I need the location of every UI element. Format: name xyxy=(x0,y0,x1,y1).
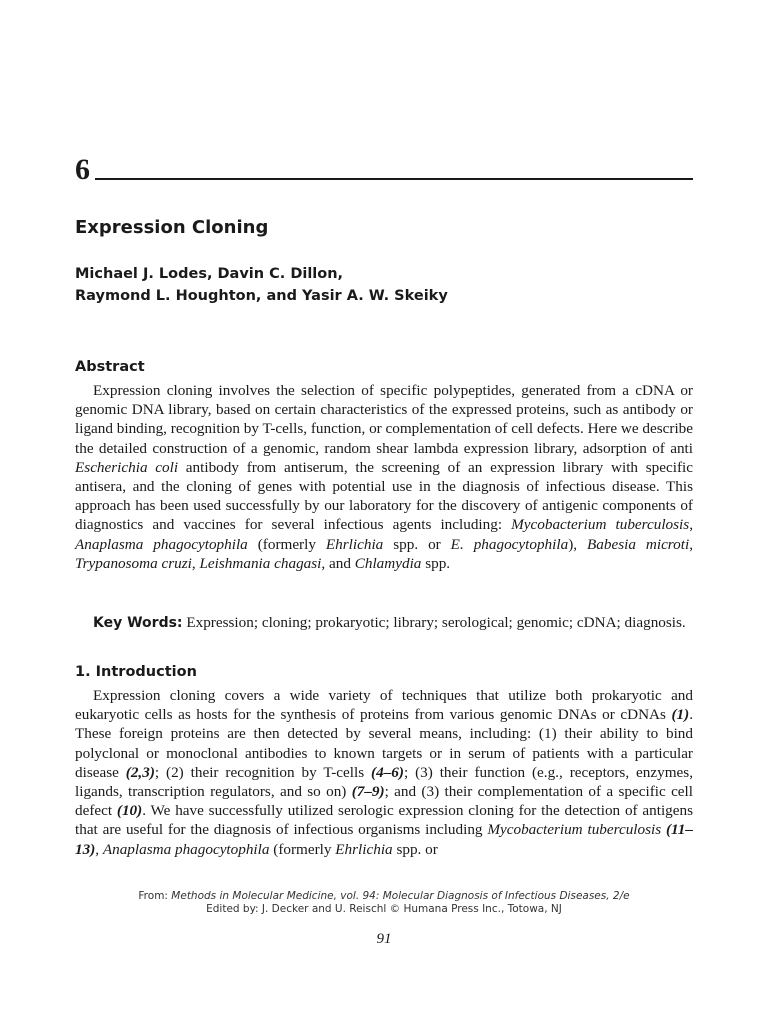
citation[interactable]: (10) xyxy=(116,802,143,820)
keywords-label: Key Words: xyxy=(93,615,183,631)
citation[interactable]: (2,3) xyxy=(125,763,155,781)
chapter-title: Expression Cloning xyxy=(75,217,269,238)
introduction-text: Expression cloning covers a wide variety of techniques that utilize both prokaryotic and eukaryotic cells as hosts for the synthesis of proteins from various genomic DNAs or cDNAs (1). These foreign proteins are then detected by several means, including: (1) their ability to bind polyclonal or monoclonal antibodies to known targets or in serum of patients with a particular disease (2,3); (2) their recognition by T-cells (4–6); (3) their function (e.g., receptors, enzymes, ligands, transcription regulators, and so on) (7–9); and (3) their complementation of a specific cell defect (10). We have successfully utilized serologic expression cloning for the detection of antigens that are useful for the diagnosis of infectious organisms including Mycobacterium tuberculosis (11–13), Anaplasma phagocytophila (formerly Ehrlichia spp. or xyxy=(75,687,694,858)
keywords-text: Expression; cloning; prokaryotic; library; serological; genomic; cDNA; diagnosis. xyxy=(182,614,686,631)
page xyxy=(75,0,693,1024)
footer-from-label: From: xyxy=(138,890,172,902)
authors-line-1: Michael J. Lodes, Davin C. Dillon, xyxy=(75,266,344,282)
chapter-number: 6 xyxy=(75,153,90,186)
authors-line-2: Raymond L. Houghton, and Yasir A. W. Skeiky xyxy=(75,288,448,304)
footer-source: Methods in Molecular Medicine, vol. 94: Molecular Diagnosis of Infectious Diseases, 2/e xyxy=(171,890,630,902)
chapter-header xyxy=(75,152,693,188)
source-footer xyxy=(75,890,693,916)
introduction-heading: 1. Introduction xyxy=(75,664,197,680)
citation[interactable]: (1) xyxy=(671,706,690,724)
authors xyxy=(75,263,448,307)
citation[interactable]: (4–6) xyxy=(371,763,404,781)
footer-edited: Edited by: J. Decker and U. Reischl © Humana Press Inc., Totowa, NJ xyxy=(206,903,562,915)
keywords xyxy=(75,613,693,633)
chapter-rule xyxy=(95,178,693,180)
citation[interactable]: (11–13) xyxy=(75,821,693,858)
abstract-text: Expression cloning involves the selection of specific polypeptides, generated from a cDNA or genomic DNA library, based on certain characteristics of the expressed proteins, such as antibody or ligand binding, recognition by T-cells, function, or complementation of cell defects. Here we describe the detailed construction of a genomic, random shear lambda expression library, adsorption of anti Escherichia coli antibody from antiserum, the screening of an expression library with specific antisera, and the cloning of genes with potential use in the diagnosis of infectious disease. This approach has been used successfully by our laboratory for the discovery of antigenic components of diagnostics and vaccines for several infectious agents including: Mycobacterium tuberculosis, Anaplasma phagocytophila (formerly Ehrlichia spp. or E. phagocytophila), Babesia microti, Trypanosoma cruzi, Leishmania chagasi, and Chlamydia spp. xyxy=(75,382,693,572)
citation[interactable]: (7–9) xyxy=(351,783,385,801)
abstract-heading: Abstract xyxy=(75,359,145,375)
page-number: 91 xyxy=(376,931,392,947)
